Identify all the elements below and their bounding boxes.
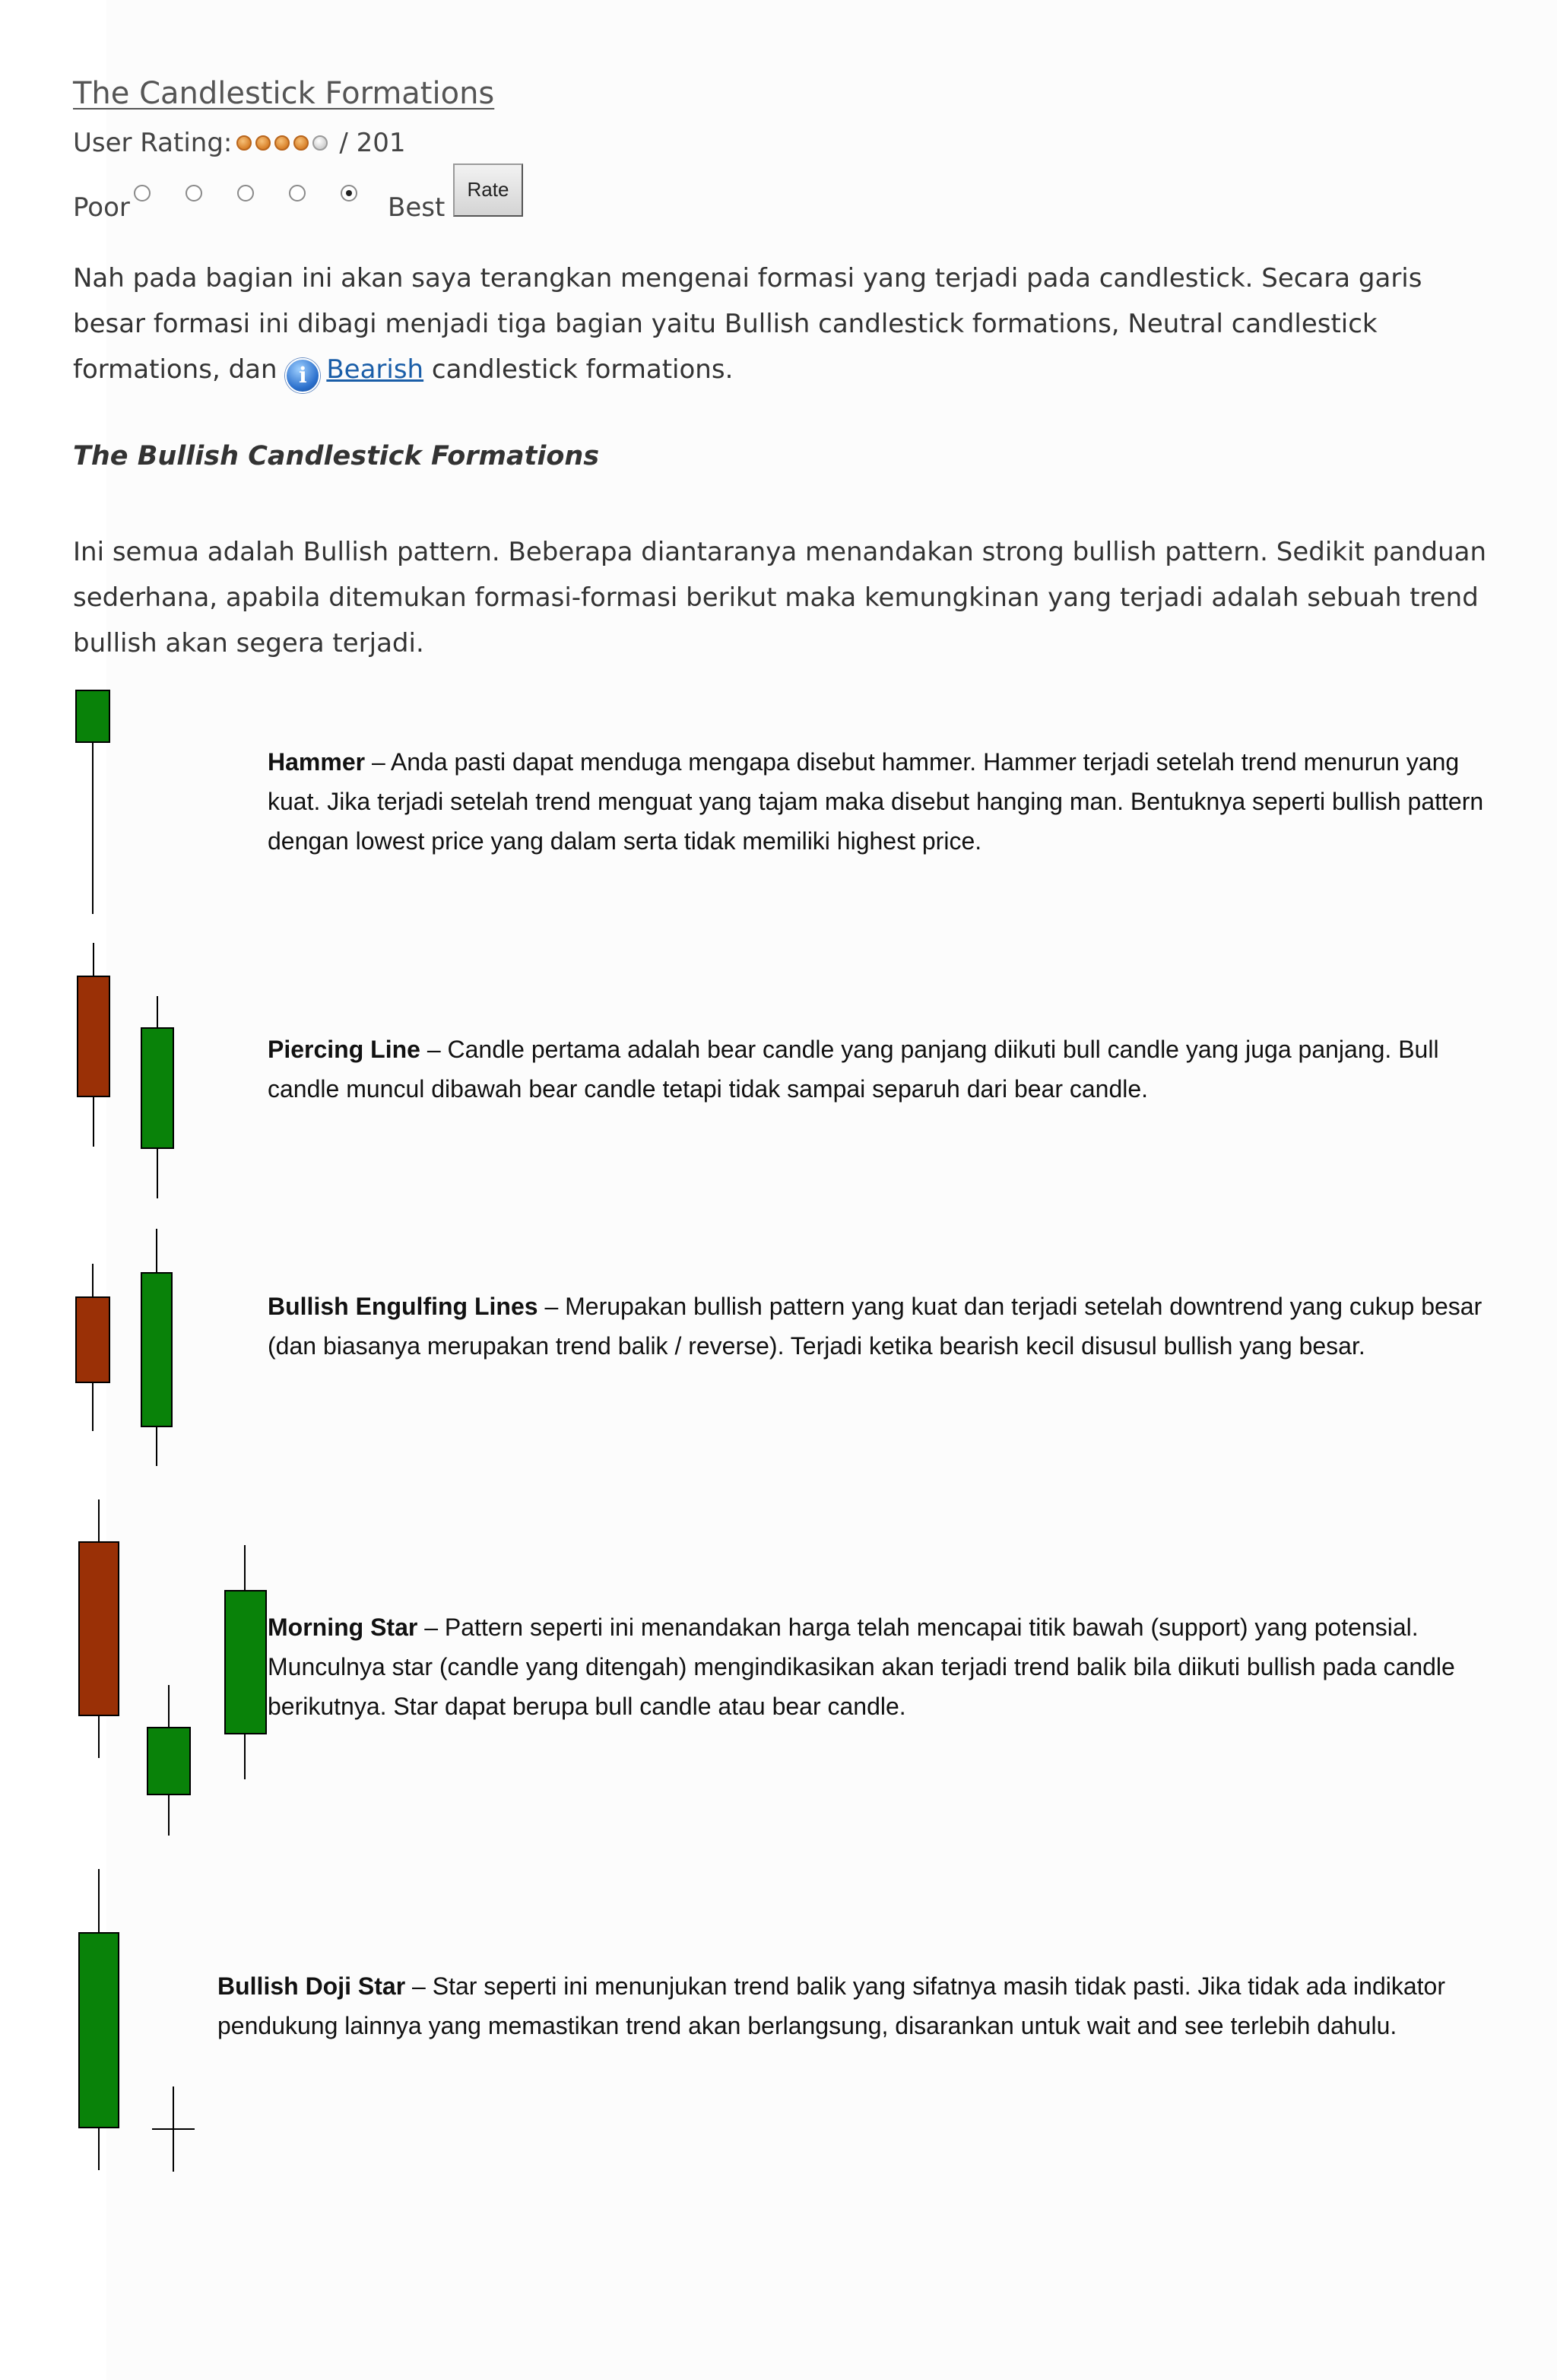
best-label: Best bbox=[388, 192, 446, 223]
piercing-line-description bbox=[268, 1030, 1499, 1109]
article-title-link[interactable]: The Candlestick Formations bbox=[73, 76, 495, 111]
pattern-name: Morning Star bbox=[268, 1614, 418, 1641]
pattern-name: Piercing Line bbox=[268, 1036, 420, 1063]
bullish-engulfing-description bbox=[268, 1287, 1499, 1366]
hammer-candle bbox=[76, 690, 109, 914]
bearish-link[interactable]: Bearish bbox=[326, 354, 424, 385]
pattern-name: Bullish Engulfing Lines bbox=[268, 1293, 538, 1320]
star-empty-icon bbox=[312, 135, 328, 151]
pattern-text: – Anda pasti dapat menduga mengapa disebut hammer. Hammer terjadi setelah trend menurun yang kuat. Jika terjadi setelah trend menguat yang tajam maka disebut hanging man. Bentuknya seperti bullish pattern dengan lowest price yang dalam serta tidak memiliki highest price. bbox=[268, 748, 1484, 855]
morning-star-description bbox=[268, 1607, 1499, 1726]
pattern-name: Hammer bbox=[268, 748, 366, 776]
pattern-text: – Pattern seperti ini menandakan harga telah mencapai titik bawah (support) yang potensial. Munculnya star (candle yang ditengah) mengindikasikan akan terjadi trend balik bila diikuti bullish pada candle berikutnya. Star dapat berupa bull candle atau bear candle. bbox=[268, 1614, 1455, 1720]
pattern-name: Bullish Doji Star bbox=[217, 1972, 406, 2000]
rating-radio-5[interactable] bbox=[341, 185, 357, 202]
pattern-text: – Star seperti ini menunjukan trend balik yang sifatnya masih tidak pasti. Jika tidak ada indikator pendukung lainnya yang memastikan trend akan berlangsung, disarankan untuk wait and see terlebih dahulu. bbox=[217, 1972, 1445, 2039]
section-title: The Bullish Candlestick Formations bbox=[73, 441, 600, 471]
rating-label: User Rating: bbox=[73, 128, 233, 158]
hammer-description bbox=[268, 742, 1499, 861]
piercing-line-candles bbox=[78, 943, 173, 1198]
intro-text: Nah pada bagian ini akan saya terangkan mengenai formasi yang terjadi pada candlestick. Secara garis besar formasi ini dibagi menjadi tiga bagian yaitu Bullish candlestick formations, Neutral candlestick formations, dan bbox=[73, 263, 1422, 385]
pattern-text: – Candle pertama adalah bear candle yang panjang diikuti bull candle yang juga panjang. Bull candle muncul dibawah bear candle tetapi tidak sampai separuh dari bear candle. bbox=[268, 1036, 1439, 1103]
bullish-engulfing-candles bbox=[76, 1229, 172, 1466]
intro-text-end: candlestick formations. bbox=[423, 354, 734, 385]
bullish-doji-star-description bbox=[217, 1966, 1502, 2045]
morning-star-candles bbox=[79, 1499, 266, 1836]
pattern-text: – Merupakan bullish pattern yang kuat dan terjadi setelah downtrend yang cukup besar (dan biasanya merupakan trend balik / reverse). Terjadi ketika bearish kecil disusul bullish yang besar. bbox=[268, 1293, 1482, 1360]
section-intro: Ini semua adalah Bullish pattern. Beberapa diantaranya menandakan strong bullish pattern. Sedikit panduan sederhana, apabila ditemukan formasi-formasi berikut maka kemungkinan yang terjadi adalah sebuah trend bullish akan segera terjadi. bbox=[73, 537, 1487, 658]
bullish-doji-star-candles bbox=[79, 1869, 195, 2172]
rating-votes: / 201 bbox=[339, 128, 406, 158]
info-icon: i bbox=[285, 358, 320, 393]
rate-button[interactable]: Rate bbox=[453, 163, 523, 217]
poor-label: Poor bbox=[73, 192, 130, 223]
